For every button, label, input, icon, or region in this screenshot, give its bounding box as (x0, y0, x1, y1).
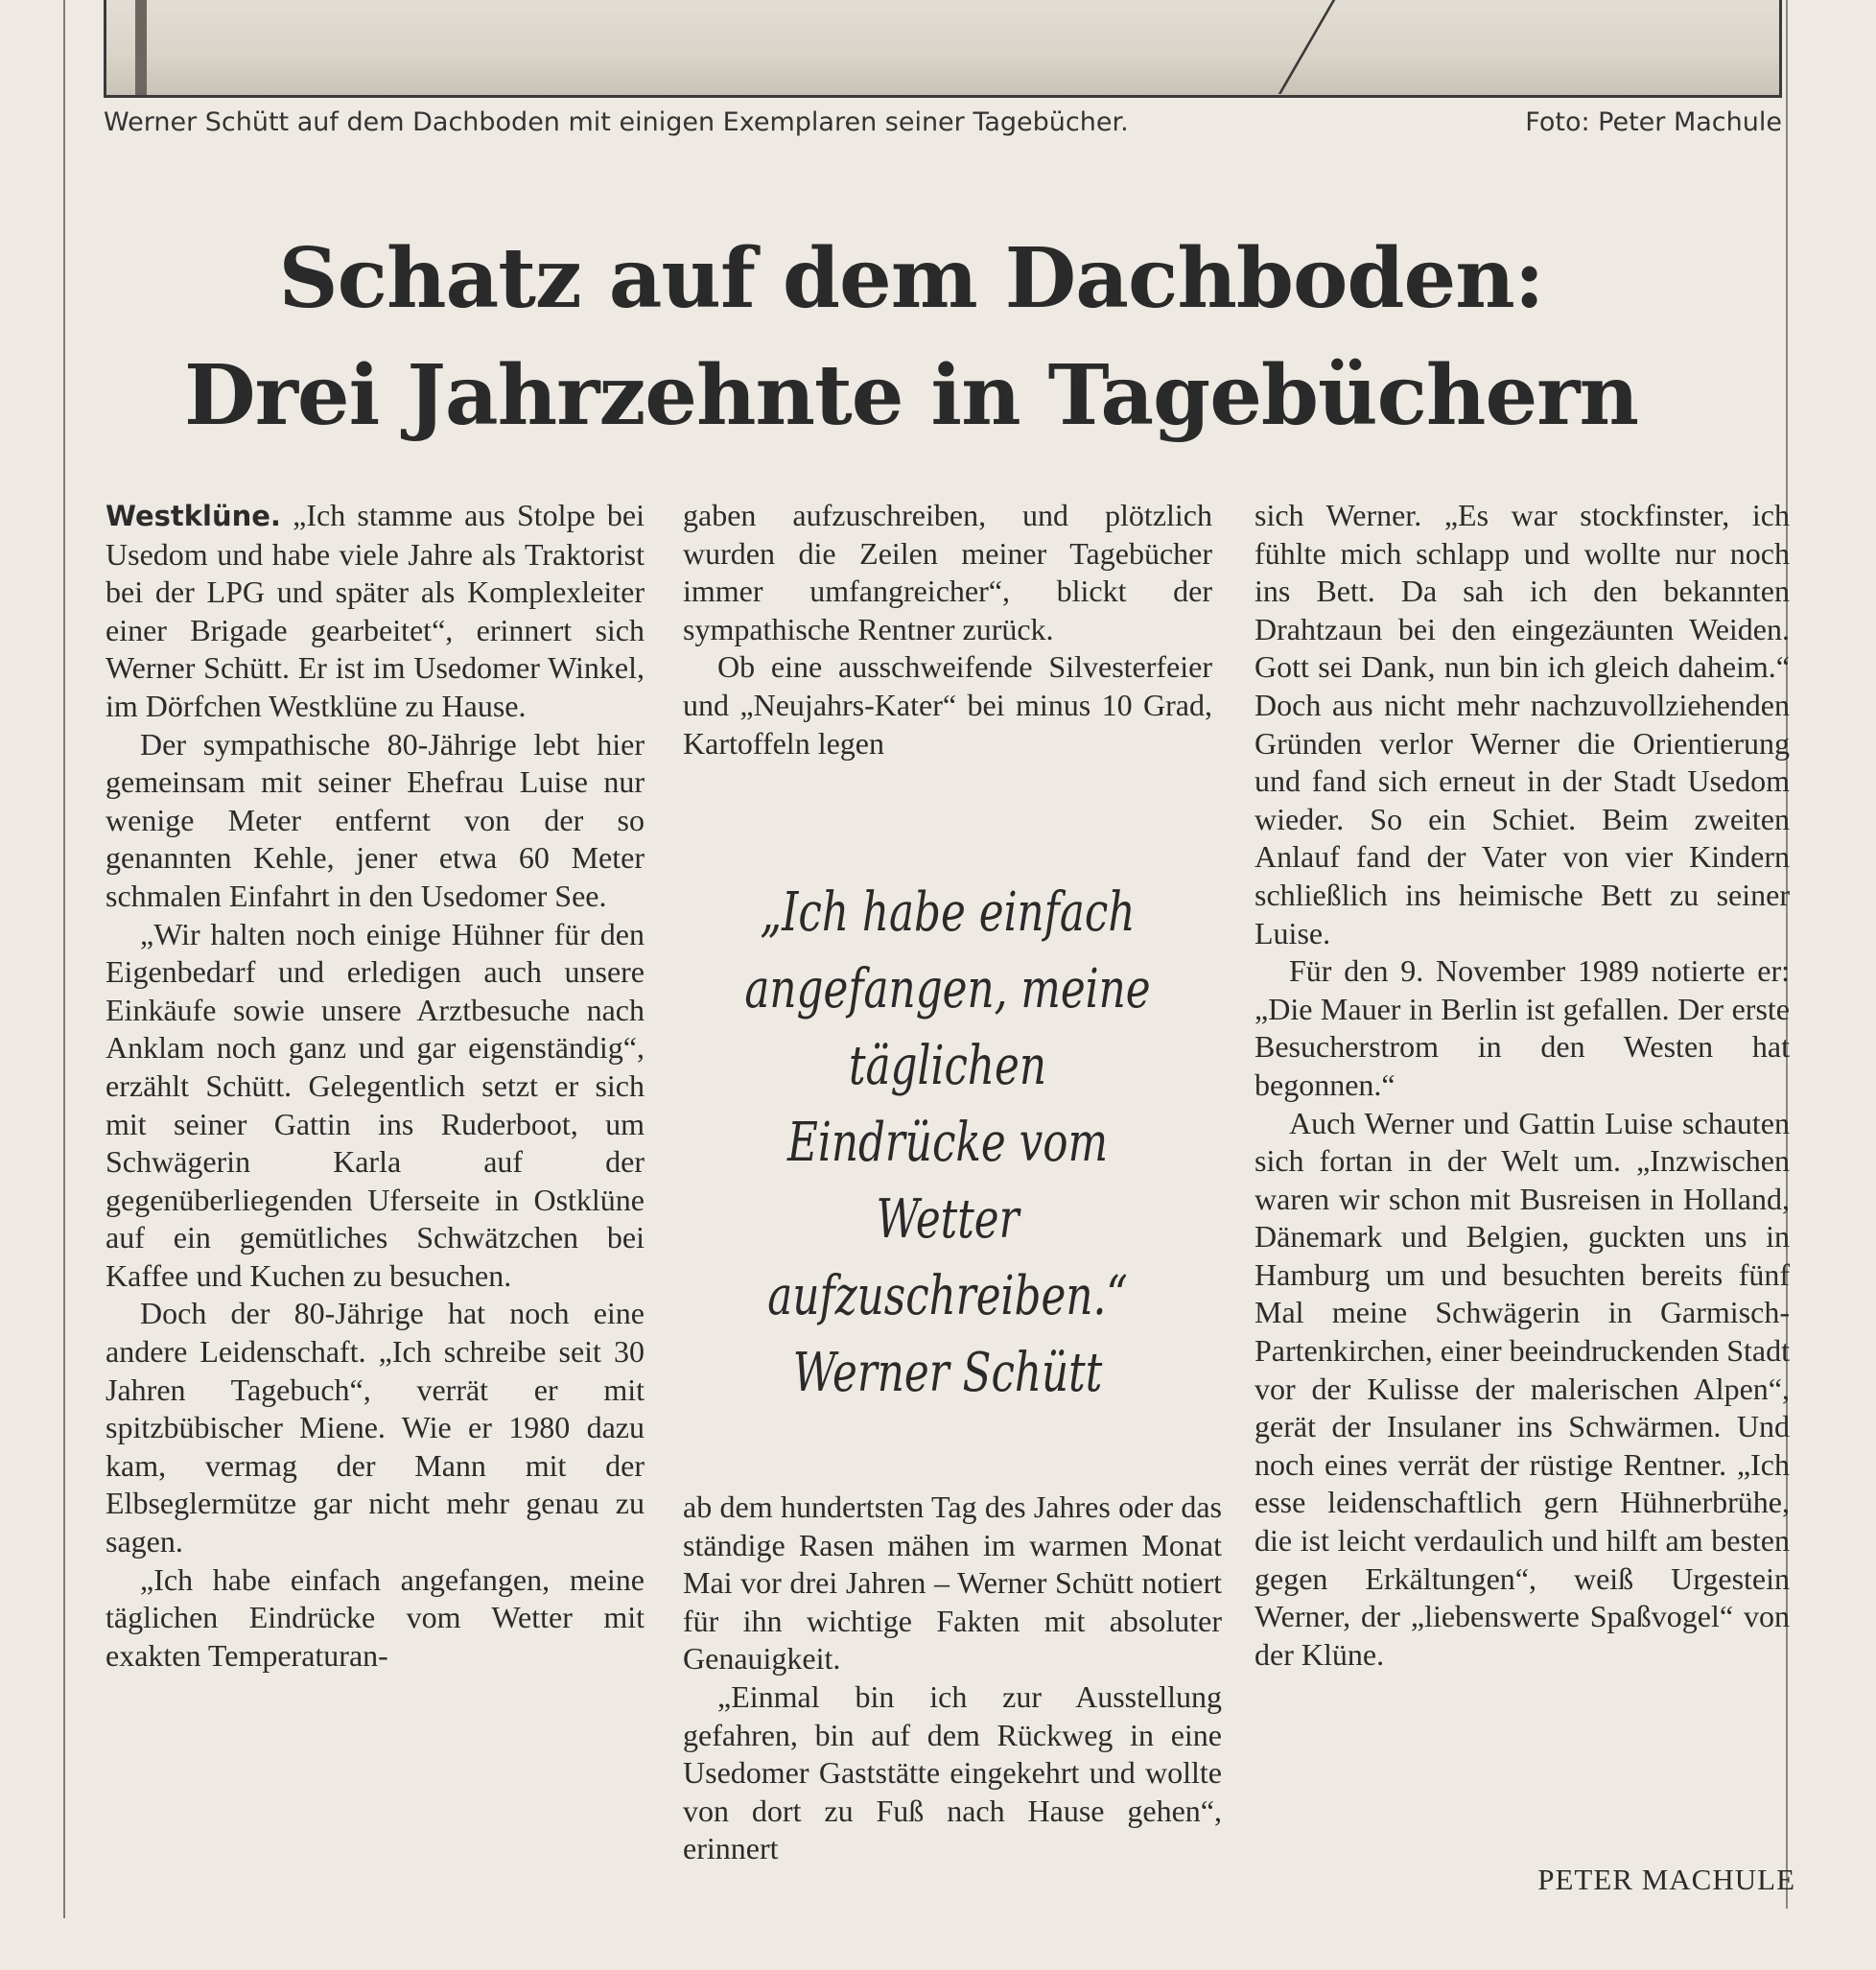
author-byline: PETER MACHULE (1537, 1863, 1795, 1896)
article-column-2-bottom (683, 1489, 1222, 1868)
paragraph: Ob eine ausschweifende Silvesterfeier und „Neujahrs-Kater“ bei minus 10 Grad, Kartoffeln legen (683, 649, 1212, 761)
paragraph-text: „Ich stamme aus Stolpe bei Usedom und habe viele Jahre als Traktorist bei der LPG und später als Komplexleiter einer Brigade gearbeitet“, erinnert sich Werner Schütt. Er ist im Usedomer Winkel, im Dörfchen Westklüne zu Hause. (106, 498, 645, 723)
paragraph: „Wir halten noch einige Hühner für den Eigenbedarf und erledigen auch unsere Einkäufe sowie unsere Arztbesuche nach Anklam noch ganz und gar eigenständig“, erzählt Schütt. Gelegentlich setzt er sich mit seiner Gattin ins Ruderboot, um Schwägerin Karla auf der gegenüberliegenden Uferseite in Ostklüne auf ein gemütliches Schwätzchen bei Kaffee und Kuchen zu besuchen. (106, 916, 645, 1293)
photo-credit: Foto: Peter Machule (1525, 107, 1782, 137)
photo-detail (135, 0, 147, 96)
paragraph: Doch der 80-Jährige hat noch eine andere Leidenschaft. „Ich schreibe seit 30 Jahren Tagebuch“, verrät er mit spitzbübischer Miene. Wie er 1980 dazu kam, vermag der Mann mit der Elbseglermütze gar nicht mehr genau zu sagen. (106, 1296, 645, 1560)
paragraph: „Einmal bin ich zur Ausstellung gefahren, bin auf dem Rückweg in eine Usedomer Gaststätte eingekehrt und wollte von dort zu Fuß nach Hause gehen“, erinnert (683, 1678, 1222, 1866)
caption-text: Werner Schütt auf dem Dachboden mit einigen Exemplaren seiner Tagebücher. (104, 107, 1129, 137)
article-column-2-top (683, 497, 1212, 762)
headline-line-2: Drei Jahrzehnte in Tagebüchern (183, 347, 1639, 444)
photo-detail (1163, 0, 1336, 94)
paragraph: Der sympathische 80-Jährige lebt hier gemeinsam mit seiner Ehefrau Luise nur wenige Meter entfernt von der so genannten Kehle, jener etwa 60 Meter schmalen Einfahrt in den Usedomer See. (106, 726, 645, 913)
headline (153, 221, 1669, 455)
dateline: Westklüne. (106, 500, 281, 532)
article-column-3 (1255, 497, 1790, 1674)
column-rule (63, 0, 65, 1918)
pull-quote-text: „Ich habe einfach angefangen, meine täglichen Eindrücke vom Wetter aufzuschreiben.“ (744, 881, 1151, 1327)
paragraph: „Ich habe einfach angefangen, meine täglichen Eindrücke vom Wetter mit exakten Temperaturan- (106, 1561, 645, 1673)
paragraph: Für den 9. November 1989 notierte er: „Die Mauer in Berlin ist gefallen. Der erste Besucherstrom in den Westen hat begonnen.“ (1255, 953, 1790, 1102)
paragraph: ab dem hundertsten Tag des Jahres oder das ständige Rasen mähen im warmen Monat Mai vor drei Jahren – Werner Schütt notiert für ihn wichtige Fakten mit absoluter Genauigkeit. (683, 1489, 1222, 1677)
paragraph: sich Werner. „Es war stockfinster, ich fühlte mich schlapp und wollte nur noch ins Bett. Da sah ich den bekannten Drahtzaun bei den eingezäunten Weiden. Gott sei Dank, nun bin ich gleich daheim.“ Doch aus nicht mehr nachzuvollziehenden Gründen verlor Werner die Orientierung und fand sich erneut in der Stadt Usedom wieder. So ein Schiet. Beim zweiten Anlauf fand der Vater von vier Kindern schließlich ins heimische Bett zu seiner Luise. (1255, 498, 1790, 950)
paragraph (106, 497, 645, 726)
paragraph: gaben aufzuschreiben, und plötzlich wurden die Zeilen meiner Tagebücher immer umfangreicher“, blickt der sympathische Rentner zurück. (683, 498, 1212, 646)
headline-line-1: Schatz auf dem Dachboden: (278, 230, 1544, 327)
paragraph: Auch Werner und Gattin Luise schauten sich fortan in der Welt um. „Inzwischen waren wir schon mit Busreisen in Holland, Dänemark und Belgien, guckten uns in Hamburg um und besuchten bereits fünf Mal meine Schwägerin in Garmisch- Partenkirchen, einer beeindruckenden Stadt vor der Kulisse der malerischen Alpen“, gerät der Insulaner ins Schwärmen. Und noch eines verrät der rüstige Rentner. „Ich esse leidenschaftlich gern Hühnerbrühe, die ist leicht verdaulich und hilft am besten gegen Erkältungen“, weiß Urgestein Werner, der „liebenswerte Spaßvogel“ von der Klüne. (1255, 1105, 1790, 1672)
photo-caption (104, 107, 1782, 137)
article-column-1 (106, 497, 645, 1675)
pull-quote-author: Werner Schütt (792, 1342, 1103, 1404)
article-photo (104, 0, 1782, 98)
pull-quote (741, 875, 1155, 1412)
